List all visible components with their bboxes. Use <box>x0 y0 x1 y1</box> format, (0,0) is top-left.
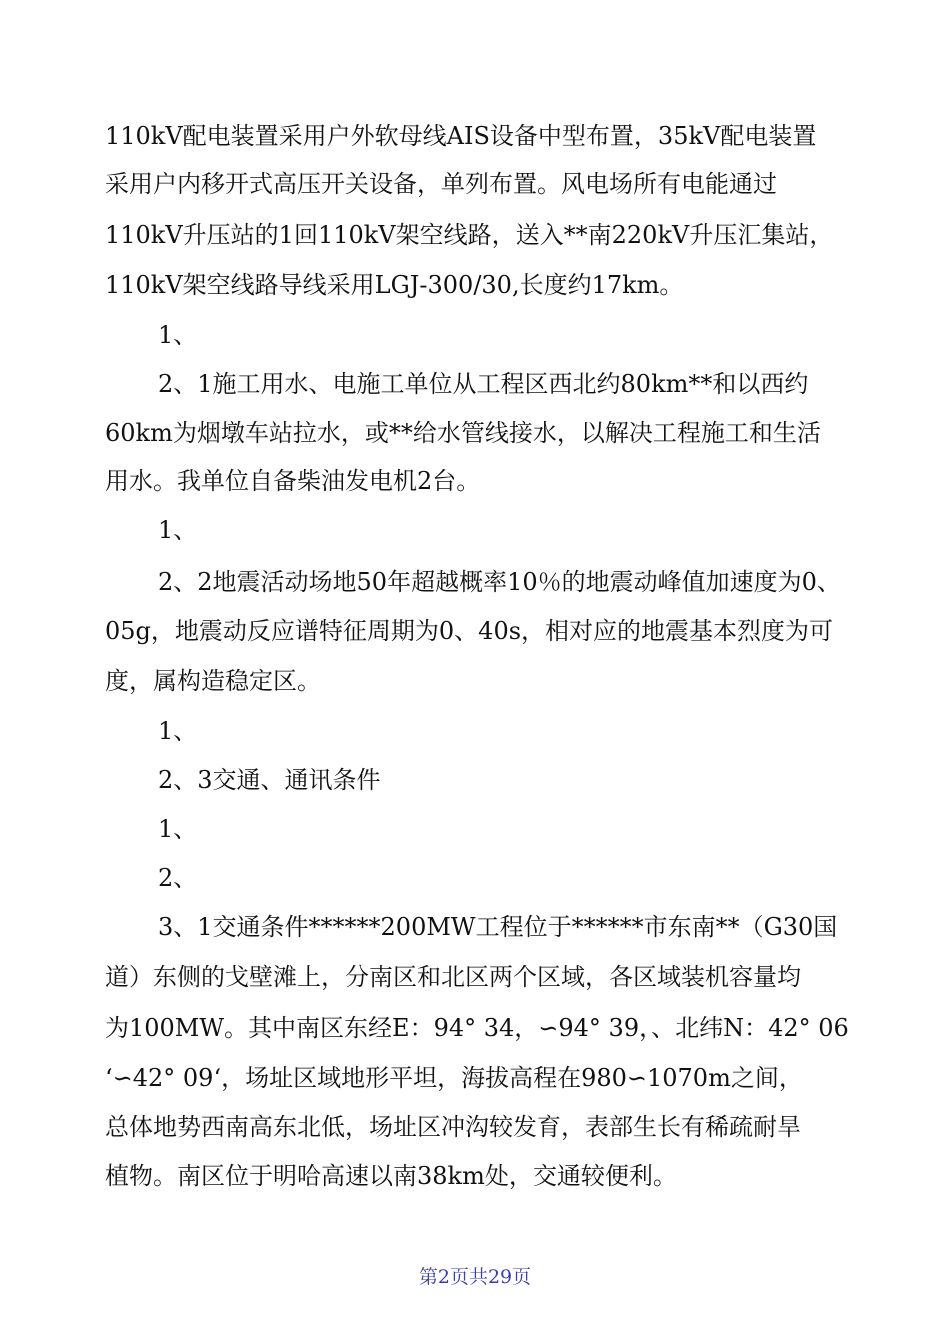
text-line: 1、 <box>158 717 198 745</box>
text-line: 1、 <box>158 516 198 544</box>
text-line: 1、 <box>158 321 198 349</box>
text-line: 用水。我单位自备柴油发电机2台。 <box>105 467 481 495</box>
text-line: 110kV架空线路导线采用LGJ-300/30,长度约17km。 <box>105 271 684 299</box>
text-line: 1、 <box>158 815 198 843</box>
text-line: 道）东侧的戈壁滩上，分南区和北区两个区域，各区域装机容量均 <box>105 963 801 991</box>
text-line: 2、1施工用水、电施工单位从工程区西北约80km**和以西约 <box>158 370 809 398</box>
text-line: 度，属构造稳定区。 <box>105 667 321 695</box>
text-line: 60km为烟墩车站拉水，或**给水管线接水，以解决工程施工和生活 <box>105 419 821 447</box>
text-line: 2、2地震活动场地50年超越概率10％的地震动峰值加速度为0、 <box>158 568 841 596</box>
text-line: 3、1交通条件******200MW工程位于******市东南**（G30国 <box>158 913 838 941</box>
text-line: 2、 <box>158 864 198 892</box>
text-line: 110kV配电装置采用户外软母线AIS设备中型布置，35kV配电装置 <box>105 122 817 150</box>
text-line: 植物。南区位于明哈高速以南38km处，交通较便利。 <box>105 1162 677 1190</box>
text-line: 采用户内移开式高压开关设备，单列布置。风电场所有电能通过 <box>105 170 777 198</box>
text-line: 总体地势西南高东北低，场址区冲沟较发育，表部生长有稀疏耐旱 <box>105 1113 801 1141</box>
text-line: 2、3交通、通讯条件 <box>158 766 381 794</box>
text-line: 110kV升压站的1回110kV架空线路，送入**南220kV升压汇集站， <box>105 221 834 249</box>
text-line: ‘∽42° 09‘，场址区域地形平坦，海拔高程在980∽1070m之间， <box>105 1064 803 1092</box>
page-number-footer: 第2页共29页 <box>418 1266 532 1288</box>
text-line: 为100MW。其中南区东经E：94° 34，∽94° 39，、北纬N：42° 06 <box>105 1014 849 1042</box>
text-line: 05g，地震动反应谱特征周期为0、40s，相对应的地震基本烈度为可 <box>105 617 834 645</box>
